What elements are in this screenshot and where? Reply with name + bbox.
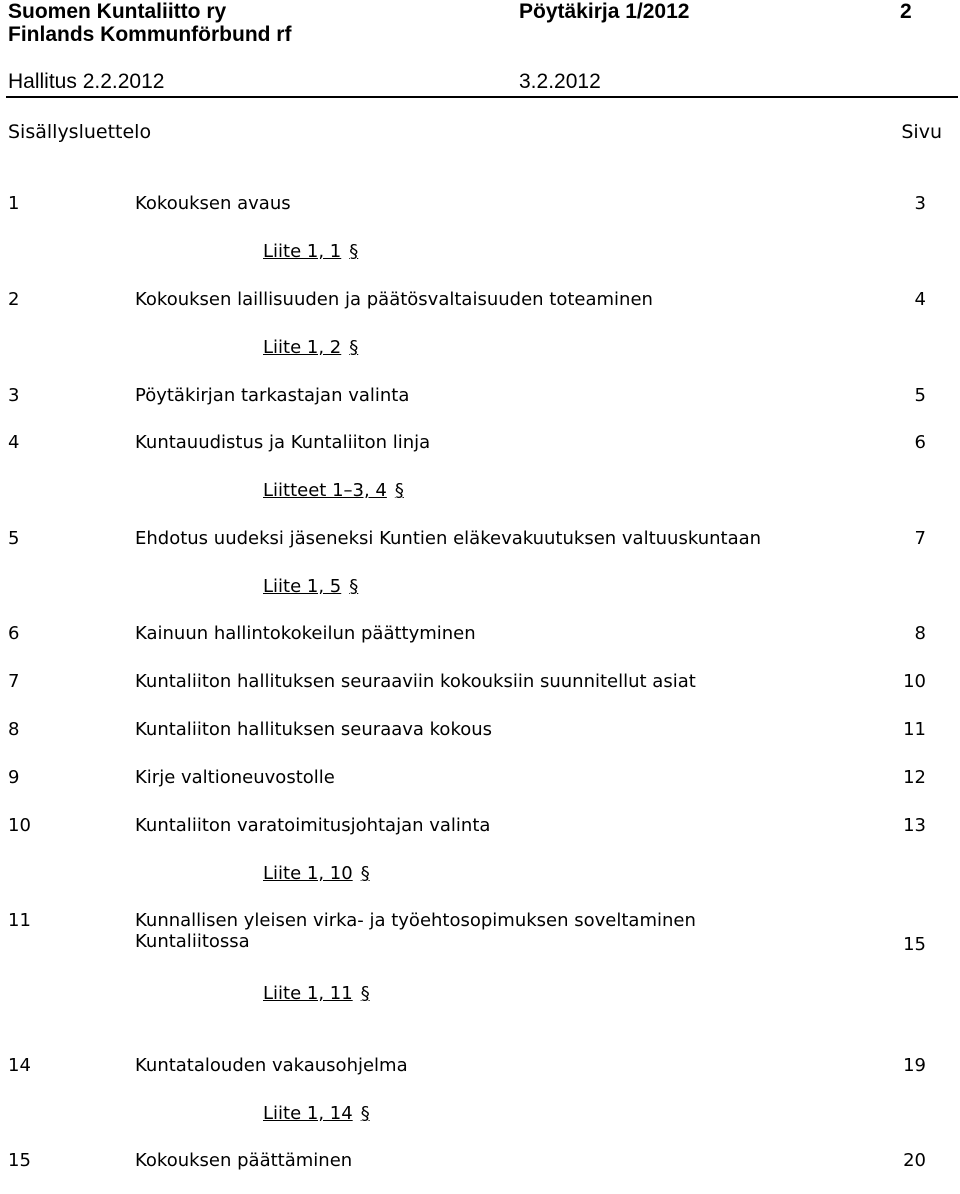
- item-number: 6: [8, 623, 20, 644]
- section-symbol: §: [360, 863, 370, 884]
- item-title: [135, 767, 335, 788]
- section-symbol: §: [349, 576, 359, 597]
- toc-item[interactable]: [0, 193, 960, 237]
- item-number: 1: [8, 193, 20, 214]
- item-number: 4: [8, 432, 20, 453]
- toc-item[interactable]: [0, 719, 960, 763]
- item-title: [135, 815, 490, 836]
- attachment-reference[interactable]: [263, 480, 404, 501]
- attachment-reference[interactable]: [263, 983, 370, 1004]
- item-page-number: 12: [903, 767, 926, 788]
- item-number: 14: [8, 1055, 31, 1076]
- item-title: [135, 289, 653, 310]
- section-symbol: §: [349, 337, 359, 358]
- item-number: 8: [8, 719, 20, 740]
- attachment-label: Liite 1, 14: [263, 1103, 353, 1124]
- org-name-sv: Finlands Kommunförbund rf: [8, 23, 292, 46]
- item-number: 9: [8, 767, 20, 788]
- item-number: 3: [8, 385, 20, 406]
- attachment-reference[interactable]: [263, 863, 370, 884]
- item-title-line: Pöytäkirjan tarkastajan valinta: [135, 385, 410, 406]
- toc-item[interactable]: [0, 1055, 960, 1099]
- item-page-number: 11: [903, 719, 926, 740]
- item-title-line: Kirje valtioneuvostolle: [135, 767, 335, 788]
- item-page-number: 8: [914, 623, 926, 644]
- toc-item[interactable]: [0, 671, 960, 715]
- item-number: 2: [8, 289, 20, 310]
- item-title-line: Kuntauudistus ja Kuntaliiton linja: [135, 432, 431, 453]
- toc-heading: Sisällysluettelo: [8, 121, 152, 143]
- document-title: Pöytäkirja 1/2012: [519, 0, 690, 23]
- attachment-row: [0, 241, 960, 285]
- item-page-number: 15: [903, 934, 926, 955]
- attachment-label: Liite 1, 11: [263, 983, 353, 1004]
- attachment-row: [0, 863, 960, 907]
- toc-item[interactable]: [0, 767, 960, 811]
- section-symbol: §: [349, 241, 359, 262]
- item-title-line: Kunnallisen yleisen virka- ja työehtosopimuksen soveltaminen: [135, 910, 696, 931]
- header-divider: [6, 96, 958, 98]
- section-symbol: §: [394, 480, 404, 501]
- item-page-number: 6: [914, 432, 926, 453]
- item-title: [135, 623, 476, 644]
- toc-page-heading: Sivu: [901, 121, 942, 143]
- attachment-reference[interactable]: [263, 576, 358, 597]
- section-symbol: §: [360, 1103, 370, 1124]
- item-number: 10: [8, 815, 31, 836]
- item-title: [135, 1150, 352, 1171]
- item-title-line: Ehdotus uudeksi jäseneksi Kuntien eläkevakuutuksen valtuuskuntaan: [135, 528, 762, 549]
- item-title: [135, 1055, 408, 1076]
- attachment-reference[interactable]: [263, 1103, 370, 1124]
- item-page-number: 4: [914, 289, 926, 310]
- item-title: [135, 671, 696, 692]
- item-title-line: Kuntaliiton hallituksen seuraava kokous: [135, 719, 493, 740]
- attachment-row: [0, 337, 960, 381]
- item-title-line: Kuntatalouden vakausohjelma: [135, 1055, 408, 1076]
- attachment-label: Liite 1, 2: [263, 337, 342, 358]
- attachment-label: Liite 1, 1: [263, 241, 342, 262]
- item-title: [135, 910, 696, 952]
- item-title-line: Kuntaliiton hallituksen seuraaviin kokouksiin suunnitellut asiat: [135, 671, 696, 692]
- document-date: 3.2.2012: [519, 70, 601, 93]
- toc-item[interactable]: [0, 432, 960, 476]
- item-number: 5: [8, 528, 20, 549]
- item-title: [135, 193, 291, 214]
- item-page-number: 5: [914, 385, 926, 406]
- toc-item[interactable]: [0, 1150, 960, 1194]
- attachment-row: [0, 576, 960, 620]
- org-name-fi: Suomen Kuntaliitto ry: [8, 0, 227, 23]
- page-number: 2: [900, 0, 912, 23]
- item-page-number: 19: [903, 1055, 926, 1076]
- item-page-number: 3: [914, 193, 926, 214]
- item-page-number: 7: [914, 528, 926, 549]
- attachment-reference[interactable]: [263, 337, 358, 358]
- attachment-label: Liite 1, 10: [263, 863, 353, 884]
- item-title-line: Kokouksen laillisuuden ja päätösvaltaisuuden toteaminen: [135, 289, 653, 310]
- item-title: [135, 719, 492, 740]
- item-title-line: Kuntaliitossa: [135, 931, 250, 952]
- attachment-row: [0, 1103, 960, 1147]
- attachment-label: Liite 1, 5: [263, 576, 342, 597]
- toc-item[interactable]: [0, 385, 960, 429]
- toc-item[interactable]: [0, 289, 960, 333]
- item-number: 7: [8, 671, 20, 692]
- section-symbol: §: [360, 983, 370, 1004]
- item-page-number: 20: [903, 1150, 926, 1171]
- item-title: [135, 385, 409, 406]
- toc-item[interactable]: [0, 910, 960, 954]
- attachment-reference[interactable]: [263, 241, 358, 262]
- meeting-name: Hallitus 2.2.2012: [8, 70, 165, 93]
- toc-item[interactable]: [0, 623, 960, 667]
- item-number: 15: [8, 1150, 31, 1171]
- item-title: [135, 528, 761, 549]
- item-number: 11: [8, 910, 31, 931]
- item-page-number: 13: [903, 815, 926, 836]
- toc-item[interactable]: [0, 815, 960, 859]
- toc-item[interactable]: [0, 528, 960, 572]
- item-title-line: Kuntaliiton varatoimitusjohtajan valinta: [135, 815, 491, 836]
- attachment-label: Liitteet 1–3, 4: [263, 480, 387, 501]
- attachment-row: [0, 480, 960, 524]
- item-page-number: 10: [903, 671, 926, 692]
- item-title-line: Kokouksen avaus: [135, 193, 291, 214]
- item-title-line: Kainuun hallintokokeilun päättyminen: [135, 623, 476, 644]
- attachment-row: [0, 983, 960, 1027]
- item-title-line: Kokouksen päättäminen: [135, 1150, 353, 1171]
- item-title: [135, 432, 430, 453]
